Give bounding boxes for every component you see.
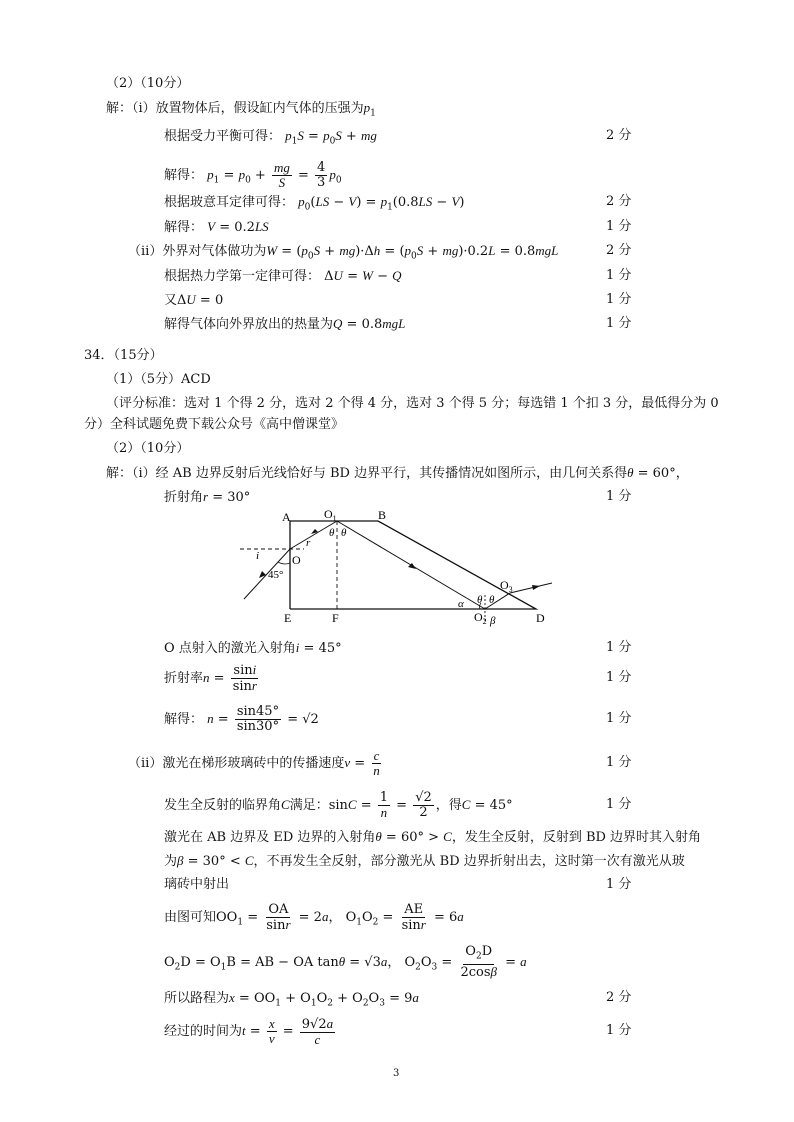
q34-distances-1: 由图可知$OO_1$ = $\frac{OA}{\sin r}$ = 2a， $O_1O_2$ = $\frac{AE}{\sin r}$ = 6a [164,901,464,933]
score: 1 分 [606,670,632,685]
label-theta-2: θ [341,527,347,539]
score: 2 分 [606,194,632,209]
q34-speed: （ⅱ）激光在梯形玻璃砖中的传播速度v = $\frac{c}{n}$ [128,748,380,778]
q33-part2-header: （2）（10分） [106,76,190,91]
score: 1 分 [606,268,632,283]
label-e: E [284,611,292,625]
page-number: 3 [393,1068,400,1079]
label-b: B [378,508,387,522]
label-o2: $O_2$ [474,610,487,626]
label-o3: $O_3$ [500,578,513,594]
q34-distances-2: $O_2D = O_1B$ = AB − OA tanθ = √3a， $O_2O_3$ = $\frac{O_2D}{2\cos\beta}$ = a [164,944,527,980]
q34-index-formula: 折射率n = $\frac{\sin i}{\sin r}$ [164,662,257,694]
label-45: 45° [268,569,284,581]
score: 1 分 [606,711,632,726]
score: 1 分 [606,1023,632,1038]
score: 1 分 [606,877,632,892]
q33-work: （ⅱ）外界对气体做功为$W = (p_0S + mg)\cdot\Delta h = (p_0S + mg)\cdot 0.2L = 0.8mgL$ [128,243,559,262]
q33-force-balance: 根据受力平衡可得： $p_1S = p_0S$ + mg [164,128,377,147]
q34-tir-line3: 璃砖中射出 [164,877,230,892]
q34-time: 经过的时间为t = $\frac{x}{v}$ = $\frac{9√2a}{c}$ [164,1015,334,1047]
q33-solve-p1: 解得： $p_1 = p_0$ + $\frac{mg}{S}$ = $\frac{4}{3}$ $p_0$ [164,160,342,190]
q33-boyle: 根据玻意耳定律可得： $p_0(LS - V) = p_1(0.8LS - V)$ [164,194,465,213]
score: 1 分 [606,219,632,234]
label-theta-1: θ [329,527,335,539]
score: 1 分 [606,292,632,307]
q33-also: 又ΔU = 0 [164,292,224,308]
q33-solve-v: 解得： V = 0.2LS [164,219,269,235]
label-r: r [306,537,311,549]
q34-refraction-angle: 折射角r = 30° [164,489,251,505]
score: 1 分 [606,489,632,504]
score: 2 分 [606,128,632,143]
q34-tir-line2: 为β = 30° < C，不再发生全反射，部分激光从 BD 边界折射出去，这时第一次有激光从玻 [164,853,685,869]
trapezoid-optics-figure [240,505,560,630]
q34-tir-line1: 激光在 AB 边界及 ED 边界的入射角θ = 60° > C，发生全反射，反射到 BD 边界时其入射角 [164,829,702,845]
label-f: F [332,611,339,625]
label-alpha: α [458,598,464,610]
q34-index-value: 解得： n = $\frac{\sin 45^\circ}{\sin 30^\circ}$ = √2 [164,704,319,734]
label-o: O [292,553,301,567]
q33-heat: 解得气体向外界放出的热量为Q = 0.8mgL [164,316,406,332]
q34-header: 34．（15分） [84,348,163,363]
q34-incident-angle: O 点射入的激光入射角i = 45° [164,640,342,656]
label-beta: β [490,615,496,627]
exit-ray [510,583,552,593]
label-theta-3: θ [477,594,483,606]
q34-sol-i: 解：（ⅰ）经 AB 边界反射后光线恰好与 BD 边界平行，其传播情况如图所示，由几何关系得θ = 60°， [106,465,689,481]
label-a: A [282,510,291,524]
score: 1 分 [606,755,632,770]
q33-thermo: 根据热力学第一定律可得： ΔU = W − Q [164,268,402,284]
score: 1 分 [606,797,632,812]
label-o1: $O_1$ [324,507,337,523]
label-i: i [256,550,260,562]
score: 1 分 [606,316,632,331]
score: 2 分 [606,243,632,258]
label-theta-4: θ [489,594,495,606]
q34-critical-angle: 发生全反射的临界角C满足：sinC = $\frac{1}{n}$ = $\frac{√2}{2}$ ，得C = 45° [164,790,513,820]
label-d: D [536,611,545,625]
q33-sol-i-intro: 解：（ⅰ）放置物体后，假设缸内气体的压强为$p_1$ [106,100,376,119]
q34-criteria-2: 分）全科试题免费下载公众号《高中僧课堂》 [84,417,345,432]
q34-path: 所以路程为$x = OO_1 + O_1O_2 + O_2O_3 = 9a$ [164,990,419,1009]
score: 2 分 [606,990,632,1005]
q34-criteria-1: （评分标准：选对 1 个得 2 分，选对 2 个得 4 分，选对 3 个得 5 分；每选错 1 个扣 3 分，最低得分为 0 [106,396,719,411]
q34-part2-header: （2）（10分） [106,441,190,456]
q34-part1: （1）（5分）ACD [106,372,211,387]
score: 1 分 [606,640,632,655]
